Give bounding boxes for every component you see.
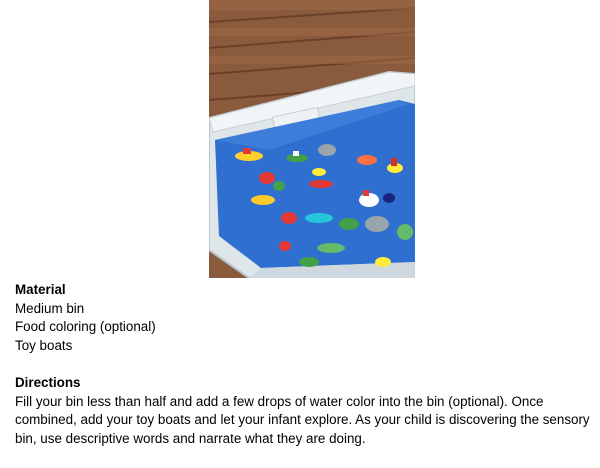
section-spacer: [15, 355, 590, 374]
material-item: Food coloring (optional): [15, 319, 156, 335]
sensory-bin-illustration: [209, 0, 415, 278]
directions-heading: Directions: [15, 374, 81, 390]
sensory-bin-photo: [209, 0, 415, 278]
material-item: Medium bin: [15, 300, 85, 316]
activity-text: [15, 281, 590, 448]
directions-text: Fill your bin less than half and add a few drops of water color into the bin (optional). Once combined, add your toy boats and let your infant explore. As your child is discovering the sensory bin, use descriptive words and narrate what they are doing.: [15, 393, 590, 446]
material-heading: Material: [15, 282, 66, 297]
material-item: Toy boats: [15, 337, 73, 353]
